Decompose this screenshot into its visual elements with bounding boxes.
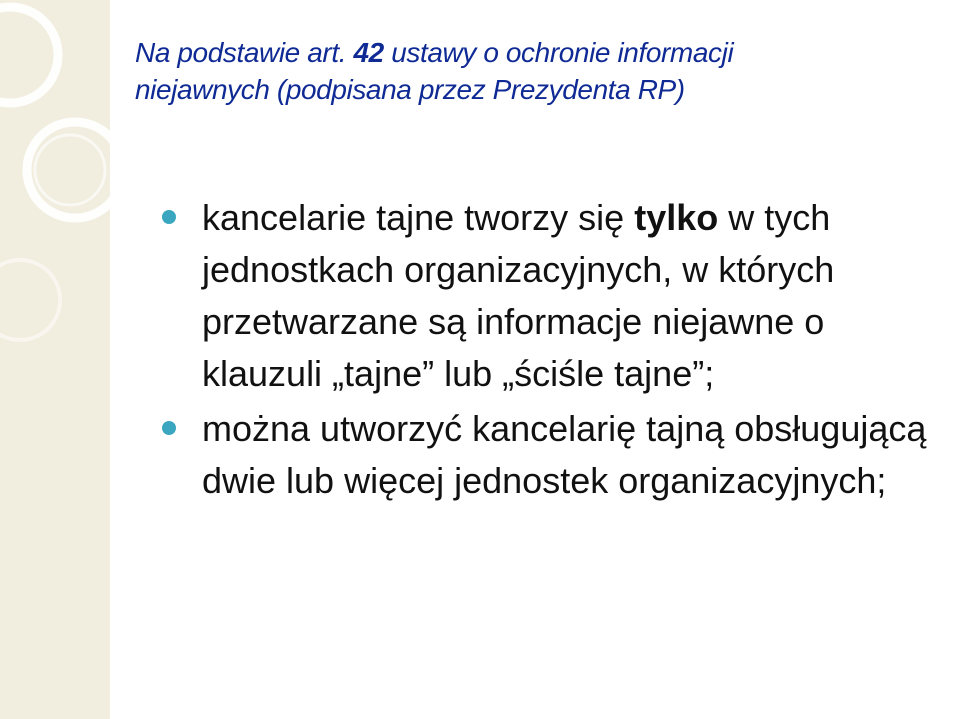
bullet-2-text: można utworzyć kancelarię tajną obsługującą dwie lub więcej jednostek organizacyjnych; [202,408,927,501]
bullet-item [162,192,942,400]
decorative-circles [0,0,110,719]
bullet-list [162,192,942,510]
bullet-item [162,403,942,507]
title-line1-part1: Na podstawie art. [135,37,354,68]
slide-title [135,34,935,108]
title-line1-part2: ustawy o ochronie informacji [383,37,734,68]
article-number: 42 [353,37,384,68]
bullet-1-text-start: kancelarie tajne tworzy się [202,197,635,238]
bullet-1-text-end: w tych jednostkach organizacyjnych, w których przetwarzane są informacje niejawne o klauzuli „tajne” lub „ściśle tajne”; [202,197,835,394]
bullet-1-bold: tylko [634,197,719,238]
side-decoration-panel [0,0,110,719]
title-line2: niejawnych (podpisana przez Prezydenta RP) [135,74,685,105]
bullet-dot-icon [162,421,176,435]
bullet-dot-icon [162,210,176,224]
